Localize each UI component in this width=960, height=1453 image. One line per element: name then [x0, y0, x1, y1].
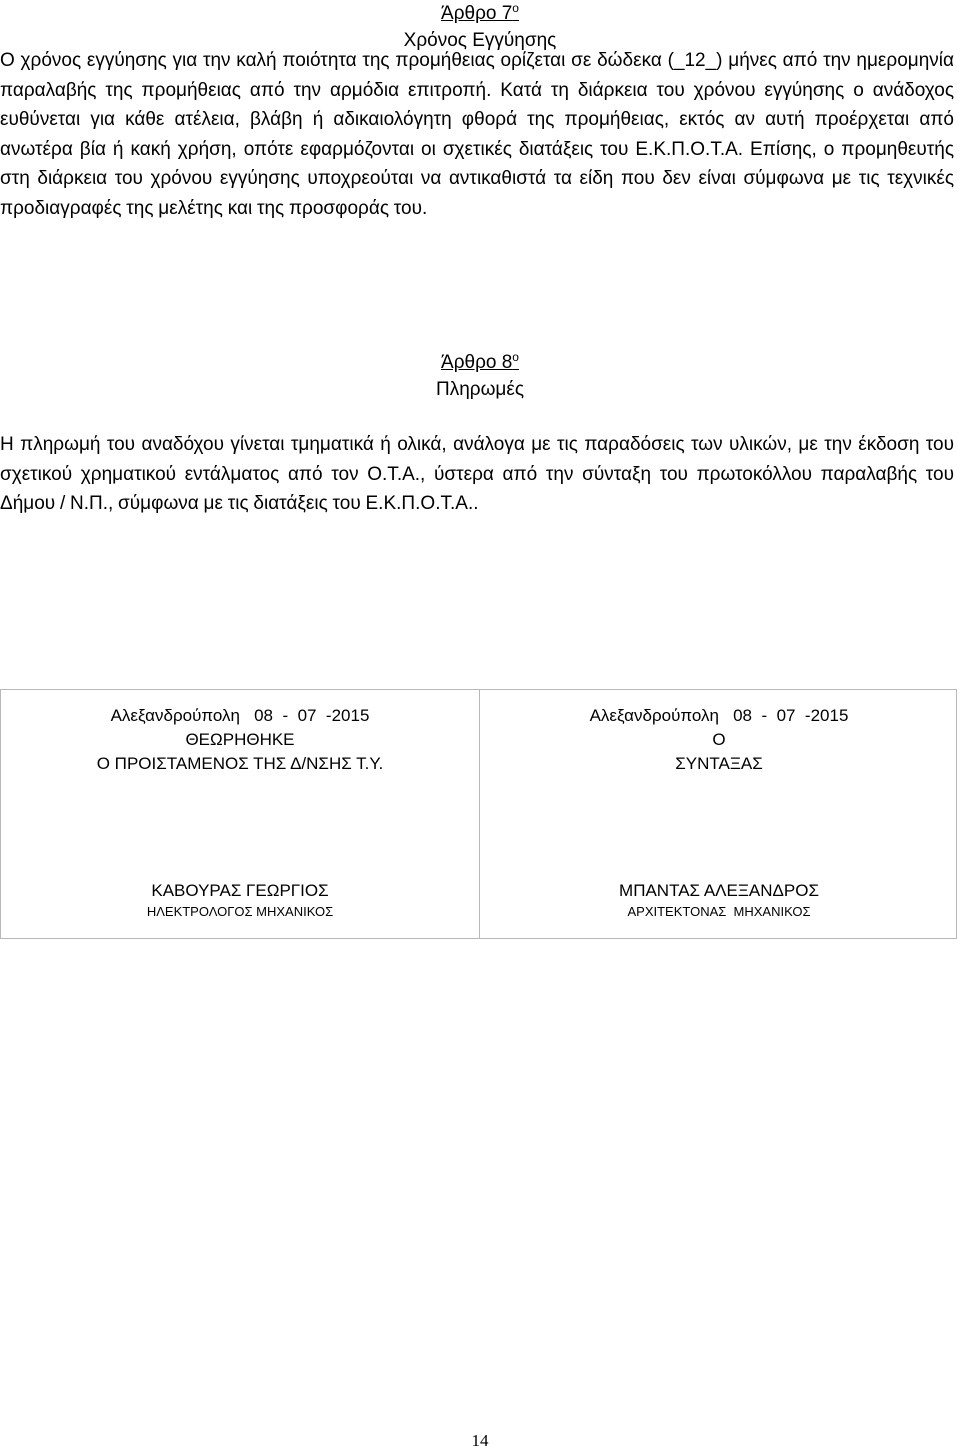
signature-left-cell [1, 690, 479, 938]
signature-right-line2: Ο [712, 730, 726, 749]
signature-left-name: ΚΑΒΟΥΡΑΣ ΓΕΩΡΓΙΟΣ [151, 881, 329, 900]
article-7-paragraph: Ο χρόνος εγγύησης για την καλή ποιότητα της προμήθειας ορίζεται σε δώδεκα (_12_) μήνες από την ημερομηνία παραλαβής της προμήθειας από την αρμόδια επιτροπή. Κατά τη διάρκεια του χρόνου εγγύησης ο ανάδοχος ευθύνεται για κάθε ατέλεια, βλάβη ή αδικαιολόγητη φθορά της προμήθειας, εκτός αν αυτή προέρχεται από ανωτέρα βία ή κακή χρήση, οπότε εφαρμόζονται οι σχετικές διατάξεις του Ε.Κ.Π.Ο.Τ.Α. Επίσης, ο προμηθευτής στη διάρκεια του χρόνου εγγύησης υποχρεούται να αντικαθιστά τα είδη που δεν είναι σύμφωνα με τις τεχνικές προδιαγραφές της μελέτης και της προσφοράς του. [0, 50, 954, 219]
signature-left-role: ΗΛΕΚΤΡΟΛΟΓΟΣ ΜΗΧΑΝΙΚΟΣ [146, 904, 334, 919]
signature-right-name: ΜΠΑΝΤΑΣ ΑΛΕΞΑΝΔΡΟΣ [619, 881, 819, 900]
article-7-title: Χρόνος Εγγύησης [403, 30, 557, 51]
page-number: 14 [471, 1431, 489, 1450]
article-7-number [0, 0, 960, 27]
article-8-number [0, 349, 960, 376]
article-8-superscript: ο [512, 350, 519, 364]
signature-right-header [480, 704, 958, 776]
signature-right-cell [480, 690, 958, 938]
signature-right-place-date: Αλεξανδρούπολη 08 - 07 -2015 [589, 706, 849, 725]
signature-right-role: ΑΡΧΙΤΕΚΤΟΝΑΣ ΜΗΧΑΝΙΚΟΣ [627, 904, 811, 919]
signature-left-header [1, 704, 479, 776]
signature-table [0, 689, 957, 939]
article-8-heading [0, 349, 960, 403]
signature-left-line3: Ο ΠΡΟΙΣΤΑΜΕΝΟΣ ΤΗΣ Δ/ΝΣΗΣ Τ.Υ. [96, 754, 384, 773]
article-7-body [0, 46, 954, 223]
article-8-paragraph: Η πληρωμή του αναδόχου γίνεται τμηματικά ή ολικά, ανάλογα με τις παραδόσεις των υλικών, με την έκδοση του σχετικού χρηματικού εντάλματος από τον Ο.Τ.Α., ύστερα από την σύνταξη του πρωτοκόλλου παραλαβής του Δήμου / Ν.Π., σύμφωνα με τις διατάξεις του Ε.Κ.Π.Ο.Τ.Α.. [0, 434, 954, 514]
signature-left-signatory [1, 880, 479, 922]
article-8-title: Πληρωμές [435, 379, 524, 400]
article-8-number-text: Άρθρο 8 [441, 352, 513, 373]
signature-right-line3: ΣΥΝΤΑΞΑΣ [675, 754, 763, 773]
article-7-number-text: Άρθρο 7 [441, 3, 513, 24]
signature-right-signatory [480, 880, 958, 922]
signature-left-place-date: Αλεξανδρούπολη 08 - 07 -2015 [110, 706, 370, 725]
article-7-superscript: ο [512, 1, 519, 15]
article-8-body [0, 430, 954, 519]
signature-left-line2: ΘΕΩΡΗΘΗΚΕ [185, 730, 295, 749]
